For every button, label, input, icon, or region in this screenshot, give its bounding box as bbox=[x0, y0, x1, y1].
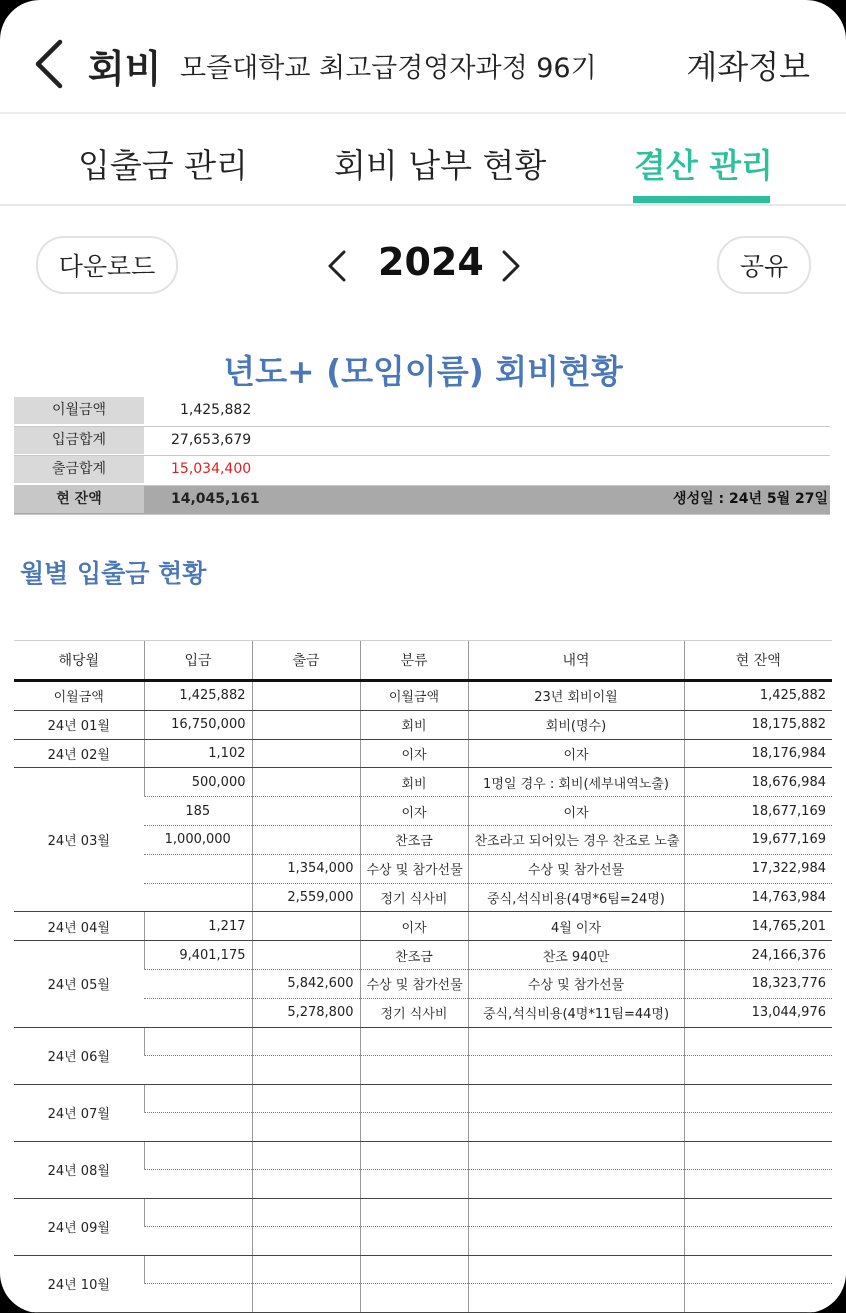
empty-cell bbox=[468, 1255, 684, 1284]
summary-row-income bbox=[14, 427, 830, 457]
income-cell: 1,425,882 bbox=[144, 681, 252, 711]
table-row bbox=[14, 739, 832, 768]
empty-cell bbox=[252, 1284, 360, 1313]
balance-cell: 24,166,376 bbox=[684, 941, 832, 970]
empty-cell bbox=[360, 1227, 468, 1256]
empty-cell bbox=[684, 1113, 832, 1142]
summary-row-expense bbox=[14, 456, 830, 486]
balance-cell: 19,677,169 bbox=[684, 825, 832, 854]
balance-cell: 18,676,984 bbox=[684, 768, 832, 797]
month-cell: 24년 10월 bbox=[14, 1255, 144, 1312]
share-button[interactable]: 공유 bbox=[717, 236, 811, 294]
category-cell: 정기 식사비 bbox=[360, 883, 468, 912]
expense-cell bbox=[252, 797, 360, 826]
balance-cell: 14,765,201 bbox=[684, 912, 832, 941]
empty-cell bbox=[144, 1113, 252, 1142]
group-name: 모즐대학교 최고급경영자과정 96기 bbox=[180, 53, 597, 84]
empty-cell bbox=[252, 1141, 360, 1170]
balance-cell: 1,425,882 bbox=[684, 681, 832, 711]
table-row bbox=[14, 1141, 832, 1170]
expense-cell: 2,559,000 bbox=[252, 883, 360, 912]
income-cell: 1,217 bbox=[144, 912, 252, 941]
table-header-row bbox=[14, 641, 832, 681]
download-button[interactable]: 다운로드 bbox=[36, 236, 178, 294]
income-cell: 185 bbox=[144, 797, 252, 826]
column-header: 출금 bbox=[252, 641, 360, 681]
column-header: 해당월 bbox=[14, 641, 144, 681]
category-cell: 찬조금 bbox=[360, 941, 468, 970]
expense-cell bbox=[252, 941, 360, 970]
income-cell: 500,000 bbox=[144, 768, 252, 797]
month-cell: 24년 04월 bbox=[14, 912, 144, 941]
expense-cell bbox=[252, 768, 360, 797]
tab-dues-status[interactable]: 회비 납부 현황 bbox=[334, 146, 547, 185]
created-date: 생성일 : 24년 5월 27일 bbox=[673, 490, 828, 507]
description-cell: 찬조라고 되어있는 경우 찬조로 노출 bbox=[468, 825, 684, 854]
table-row bbox=[14, 1255, 832, 1284]
month-cell: 24년 05월 bbox=[14, 941, 144, 1027]
income-total-label: 입금합계 bbox=[14, 427, 144, 454]
table-row bbox=[14, 941, 832, 970]
income-cell: 9,401,175 bbox=[144, 941, 252, 970]
empty-cell bbox=[468, 1113, 684, 1142]
category-cell: 이월금액 bbox=[360, 681, 468, 711]
empty-cell bbox=[684, 1255, 832, 1284]
empty-cell bbox=[684, 1056, 832, 1085]
app-header bbox=[0, 0, 846, 114]
table-row bbox=[14, 1084, 832, 1113]
previous-year-icon[interactable] bbox=[322, 246, 352, 286]
column-header: 입금 bbox=[144, 641, 252, 681]
active-tab-indicator bbox=[633, 196, 770, 203]
balance-value: 14,045,161 bbox=[171, 490, 260, 507]
description-cell: 23년 회비이월 bbox=[468, 681, 684, 711]
summary-row-balance bbox=[14, 486, 830, 516]
column-header: 내역 bbox=[468, 641, 684, 681]
balance-label: 현 잔액 bbox=[14, 486, 144, 513]
category-cell: 이자 bbox=[360, 912, 468, 941]
month-cell: 24년 03월 bbox=[14, 768, 144, 912]
category-cell: 회비 bbox=[360, 710, 468, 739]
expense-cell: 5,278,800 bbox=[252, 998, 360, 1027]
empty-cell bbox=[360, 1084, 468, 1113]
empty-cell bbox=[468, 1027, 684, 1056]
expense-cell bbox=[252, 912, 360, 941]
next-year-icon[interactable] bbox=[496, 246, 526, 286]
empty-cell bbox=[468, 1141, 684, 1170]
expense-cell bbox=[252, 825, 360, 854]
empty-cell bbox=[144, 1198, 252, 1227]
empty-cell bbox=[252, 1084, 360, 1113]
empty-cell bbox=[684, 1198, 832, 1227]
income-cell bbox=[144, 883, 252, 912]
empty-cell bbox=[684, 1141, 832, 1170]
empty-cell bbox=[144, 1056, 252, 1085]
empty-cell bbox=[144, 1170, 252, 1199]
empty-cell bbox=[144, 1284, 252, 1313]
empty-cell bbox=[684, 1227, 832, 1256]
month-cell: 이월금액 bbox=[14, 681, 144, 711]
expense-total-value: 15,034,400 bbox=[171, 461, 252, 477]
account-info-button[interactable]: 계좌정보 bbox=[686, 48, 810, 86]
description-cell: 4월 이자 bbox=[468, 912, 684, 941]
page-title: 회비 bbox=[88, 47, 162, 91]
summary-table bbox=[14, 397, 830, 515]
month-cell: 24년 02월 bbox=[14, 739, 144, 768]
carryover-label: 이월금액 bbox=[14, 397, 144, 424]
balance-cell: 13,044,976 bbox=[684, 998, 832, 1027]
table-row bbox=[14, 681, 832, 711]
column-header: 현 잔액 bbox=[684, 641, 832, 681]
empty-cell bbox=[468, 1227, 684, 1256]
empty-cell bbox=[360, 1027, 468, 1056]
description-cell: 이자 bbox=[468, 797, 684, 826]
empty-cell bbox=[144, 1255, 252, 1284]
expense-cell bbox=[252, 710, 360, 739]
description-cell: 중식,석식비용(4명*6팀=24명) bbox=[468, 883, 684, 912]
monthly-ledger-table bbox=[14, 640, 832, 1313]
table-row bbox=[14, 912, 832, 941]
expense-cell: 5,842,600 bbox=[252, 969, 360, 998]
empty-cell bbox=[360, 1113, 468, 1142]
balance-cell: 18,176,984 bbox=[684, 739, 832, 768]
month-cell: 24년 08월 bbox=[14, 1141, 144, 1198]
table-row bbox=[14, 710, 832, 739]
tab-deposit-withdrawal[interactable]: 입출금 관리 bbox=[78, 146, 248, 185]
category-cell: 수상 및 참가선물 bbox=[360, 969, 468, 998]
expense-total-label: 출금합계 bbox=[14, 456, 144, 483]
description-cell: 수상 및 참가선물 bbox=[468, 854, 684, 883]
empty-cell bbox=[252, 1198, 360, 1227]
table-row bbox=[14, 1027, 832, 1056]
empty-cell bbox=[144, 1227, 252, 1256]
month-cell: 24년 01월 bbox=[14, 710, 144, 739]
expense-cell bbox=[252, 739, 360, 768]
year-display: 2024 bbox=[378, 240, 484, 284]
empty-cell bbox=[360, 1255, 468, 1284]
back-arrow-icon[interactable] bbox=[28, 36, 72, 92]
empty-cell bbox=[468, 1084, 684, 1113]
empty-cell bbox=[360, 1284, 468, 1313]
expense-cell: 1,354,000 bbox=[252, 854, 360, 883]
category-cell: 이자 bbox=[360, 739, 468, 768]
category-cell: 이자 bbox=[360, 797, 468, 826]
description-cell: 이자 bbox=[468, 739, 684, 768]
empty-cell bbox=[252, 1056, 360, 1085]
section-title: 월별 입출금 현황 bbox=[20, 559, 207, 588]
empty-cell bbox=[360, 1141, 468, 1170]
empty-cell bbox=[252, 1113, 360, 1142]
income-cell: 1,102 bbox=[144, 739, 252, 768]
month-cell: 24년 06월 bbox=[14, 1027, 144, 1084]
description-cell: 중식,석식비용(4명*11팀=44명) bbox=[468, 998, 684, 1027]
empty-cell bbox=[144, 1027, 252, 1056]
empty-cell bbox=[684, 1284, 832, 1313]
income-total-value: 27,653,679 bbox=[171, 431, 252, 448]
empty-cell bbox=[684, 1027, 832, 1056]
category-cell: 정기 식사비 bbox=[360, 998, 468, 1027]
category-cell: 찬조금 bbox=[360, 825, 468, 854]
category-cell: 수상 및 참가선물 bbox=[360, 854, 468, 883]
empty-cell bbox=[252, 1227, 360, 1256]
balance-cell: 17,322,984 bbox=[684, 854, 832, 883]
income-cell bbox=[144, 998, 252, 1027]
income-cell: 1,000,000 bbox=[144, 825, 252, 854]
income-cell: 16,750,000 bbox=[144, 710, 252, 739]
description-cell: 회비(명수) bbox=[468, 710, 684, 739]
report-title: 년도+ (모임이름) 회비현황 bbox=[223, 352, 623, 391]
empty-cell bbox=[252, 1170, 360, 1199]
empty-cell bbox=[468, 1170, 684, 1199]
empty-cell bbox=[252, 1027, 360, 1056]
tab-bar bbox=[0, 114, 846, 206]
empty-cell bbox=[684, 1084, 832, 1113]
empty-cell bbox=[468, 1198, 684, 1227]
empty-cell bbox=[252, 1255, 360, 1284]
balance-cell: 18,175,882 bbox=[684, 710, 832, 739]
empty-cell bbox=[468, 1284, 684, 1313]
income-cell bbox=[144, 854, 252, 883]
description-cell: 1명일 경우 : 회비(세부내역노출) bbox=[468, 768, 684, 797]
income-cell bbox=[144, 969, 252, 998]
empty-cell bbox=[360, 1056, 468, 1085]
empty-cell bbox=[360, 1170, 468, 1199]
empty-cell bbox=[684, 1170, 832, 1199]
empty-cell bbox=[468, 1056, 684, 1085]
empty-cell bbox=[360, 1198, 468, 1227]
month-cell: 24년 09월 bbox=[14, 1198, 144, 1255]
empty-cell bbox=[144, 1141, 252, 1170]
summary-row-carryover bbox=[14, 397, 830, 427]
column-header: 분류 bbox=[360, 641, 468, 681]
empty-cell bbox=[144, 1084, 252, 1113]
month-cell: 24년 07월 bbox=[14, 1084, 144, 1141]
description-cell: 수상 및 참가선물 bbox=[468, 969, 684, 998]
description-cell: 찬조 940만 bbox=[468, 941, 684, 970]
expense-cell bbox=[252, 681, 360, 711]
table-row bbox=[14, 1198, 832, 1227]
carryover-value: 1,425,882 bbox=[180, 402, 252, 418]
balance-cell: 18,677,169 bbox=[684, 797, 832, 826]
category-cell: 회비 bbox=[360, 768, 468, 797]
tab-settlement[interactable]: 결산 관리 bbox=[634, 146, 774, 185]
ledger-body bbox=[14, 681, 832, 1313]
balance-cell: 18,323,776 bbox=[684, 969, 832, 998]
balance-cell: 14,763,984 bbox=[684, 883, 832, 912]
table-row bbox=[14, 768, 832, 797]
